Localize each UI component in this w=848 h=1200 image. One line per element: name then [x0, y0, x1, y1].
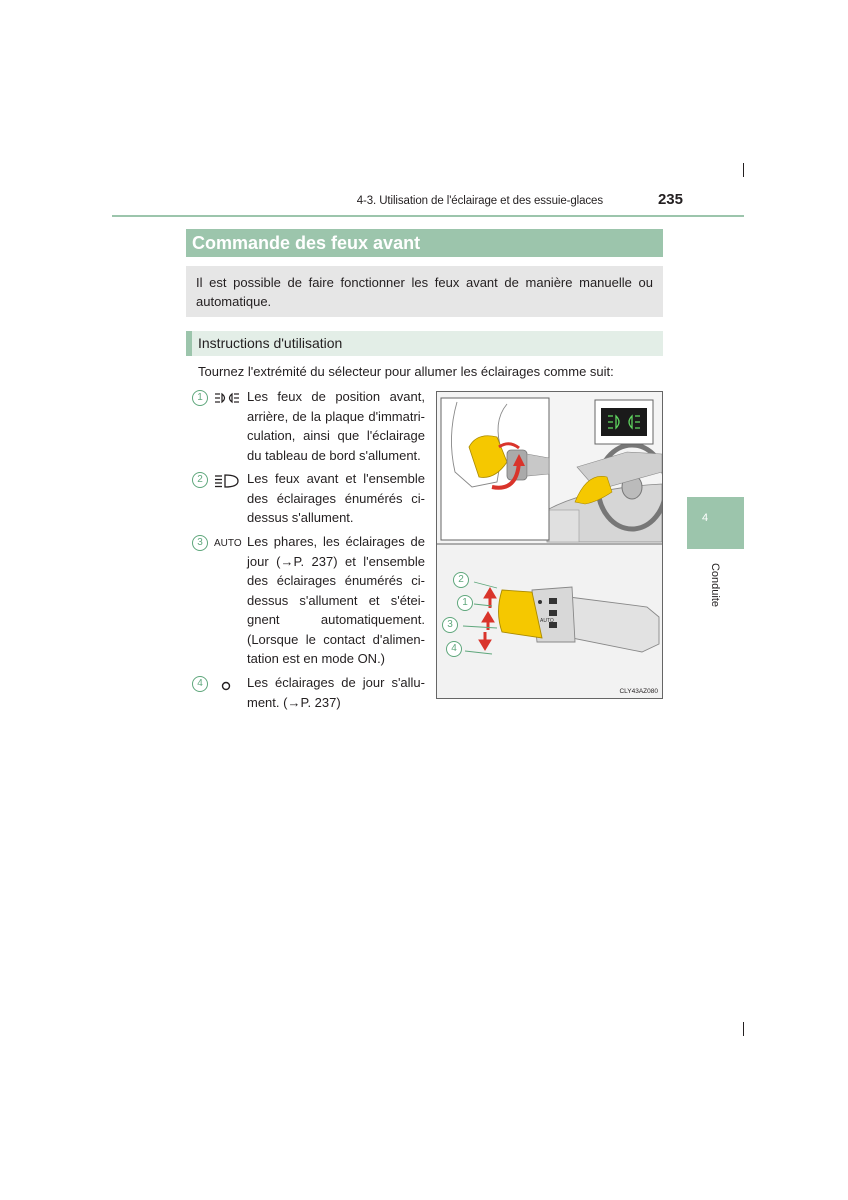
item-text: Les éclairages de jour s'allu-ment. (→P. 237): [247, 675, 425, 710]
chapter-label: Conduite: [709, 562, 721, 608]
crop-mark-bottom: [743, 1022, 744, 1036]
drl-icon: [214, 678, 240, 692]
header-rule: [112, 215, 744, 217]
position-lamp-icon: [214, 392, 240, 406]
callout-3: 3: [442, 617, 458, 633]
instruction-text: Tournez l'extrémité du sélecteur pour allumer les éclairages comme suit:: [198, 364, 614, 379]
auto-icon: AUTO: [214, 538, 242, 549]
item-number: 4: [192, 676, 208, 692]
item-number: 2: [192, 472, 208, 488]
running-header: 4-3. Utilisation de l'éclairage et des essuie-glaces: [356, 195, 603, 207]
headlight-icon: [214, 474, 240, 488]
section-title: Commande des feux avant: [186, 229, 663, 257]
page-number: 235: [657, 191, 683, 208]
item-text: Les phares, les éclairages de jour (→P. 237) et l'ensemble des éclairages énumérés ci-dessus s'allument et s'étei-gnent automatiquement. (Lorsque le contact d'alimen-tation est en mode ON.): [247, 534, 425, 666]
subsection-title: Instructions d'utilisation: [186, 331, 663, 356]
figure-code: CLY43AZ080: [619, 688, 658, 695]
switch-auto-label: AUTO: [540, 618, 554, 624]
item-text: Les feux avant et l'ensemble des éclairages énumérés ci-dessus s'allument.: [247, 471, 425, 525]
item-text: Les feux de position avant, arrière, de la plaque d'immatri-culation, ainsi que l'éclairage du tableau de bord s'allument.: [247, 389, 425, 463]
item-number: 3: [192, 535, 208, 551]
callout-2: 2: [453, 572, 469, 588]
switch-illustration: [437, 392, 662, 698]
illustration: [436, 391, 663, 699]
crop-mark-top: [743, 163, 744, 177]
callout-4: 4: [446, 641, 462, 657]
item-number: 1: [192, 390, 208, 406]
chapter-number: 4: [701, 512, 709, 524]
intro-box: [186, 266, 663, 317]
callout-1: 1: [457, 595, 473, 611]
chapter-tab: [687, 497, 744, 549]
intro-text: Il est possible de faire fonctionner les feux avant de manière manuelle ou automatique.: [196, 275, 653, 309]
